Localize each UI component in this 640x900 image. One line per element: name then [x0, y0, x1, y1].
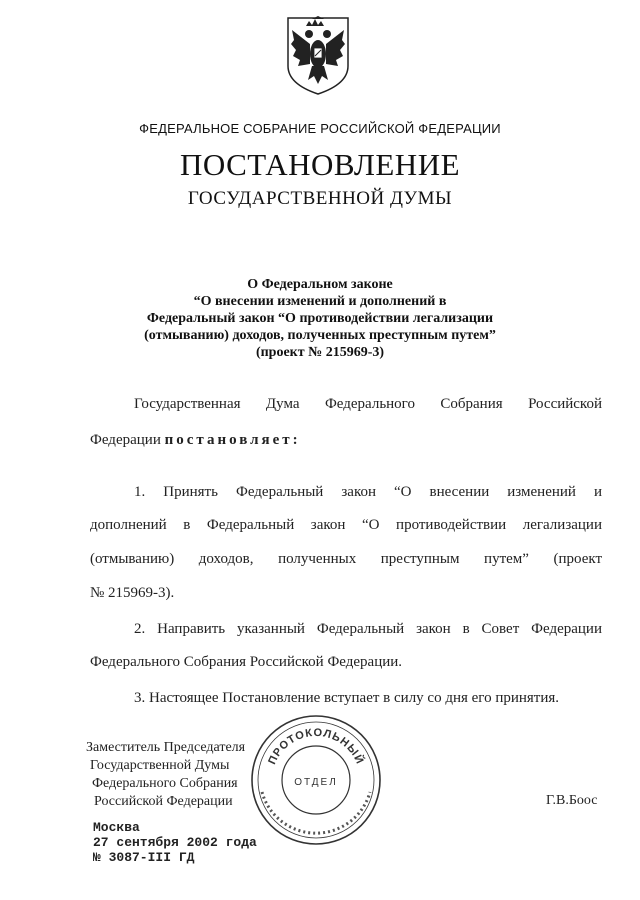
paragraph-text: Федерации — [90, 432, 161, 448]
decree-word: постановляет: — [164, 432, 301, 448]
signer-name: Г.В.Боос — [546, 793, 598, 808]
document-footer — [93, 820, 257, 865]
paragraph-line: № 215969-3). — [90, 585, 175, 601]
paragraph-line: дополнений в Федеральный закон “О противодействии легализации — [90, 517, 602, 533]
stamp-ring-text: ПРОТОКОЛЬНЫЙ — [266, 726, 366, 767]
paragraph-line: 3. Настоящее Постановление вступает в силу со дня его принятия. — [134, 690, 560, 706]
russian-coat-of-arms-icon — [284, 14, 352, 98]
paragraph-line: 2. Направить указанный Федеральный закон в Совет Федерации — [134, 621, 602, 637]
signer-line: Федерального Собрания — [92, 776, 238, 791]
subject-line: Федеральный закон “О противодействии легализации — [146, 311, 494, 326]
paragraph-line: Государственная Дума Федерального Собрания Российской — [134, 396, 602, 412]
signer-line: Российской Федерации — [94, 794, 233, 809]
svg-text:ПРОТОКОЛЬНЫЙ — [266, 727, 367, 767]
page-subtitle: ГОСУДАРСТВЕННОЙ ДУМЫ — [187, 188, 453, 209]
paragraph-line: 1. Принять Федеральный закон “О внесении изменений и — [134, 484, 602, 500]
paragraph-line — [90, 432, 602, 449]
protocol-department-stamp-icon — [248, 712, 384, 848]
page-title: ПОСТАНОВЛЕНИЕ — [179, 147, 461, 182]
resolution-subject — [100, 276, 540, 361]
footer-number: № 3087-III ГД — [93, 850, 195, 865]
subject-line: (отмыванию) доходов, полученных преступным путем” — [144, 328, 496, 343]
subject-line: О Федеральном законе — [247, 277, 393, 292]
signer-position — [86, 739, 245, 811]
subject-line: “О внесении изменений и дополнений в — [193, 294, 447, 309]
paragraph-line: Федерального Собрания Российской Федерации. — [90, 654, 403, 670]
signer-line: Государственной Думы — [90, 758, 230, 773]
assembly-name: ФЕДЕРАЛЬНОЕ СОБРАНИЕ РОССИЙСКОЙ ФЕДЕРАЦИИ — [139, 121, 501, 136]
paragraph-line: (отмыванию) доходов, полученных преступным путем” (проект — [90, 551, 602, 567]
signer-line: Заместитель Председателя — [86, 740, 246, 755]
footer-date: 27 сентября 2002 года — [93, 835, 257, 850]
stamp-center-text: ОТДЕЛ — [294, 777, 338, 788]
footer-city: Москва — [93, 820, 140, 835]
subject-line: (проект № 215969-3) — [255, 345, 385, 360]
